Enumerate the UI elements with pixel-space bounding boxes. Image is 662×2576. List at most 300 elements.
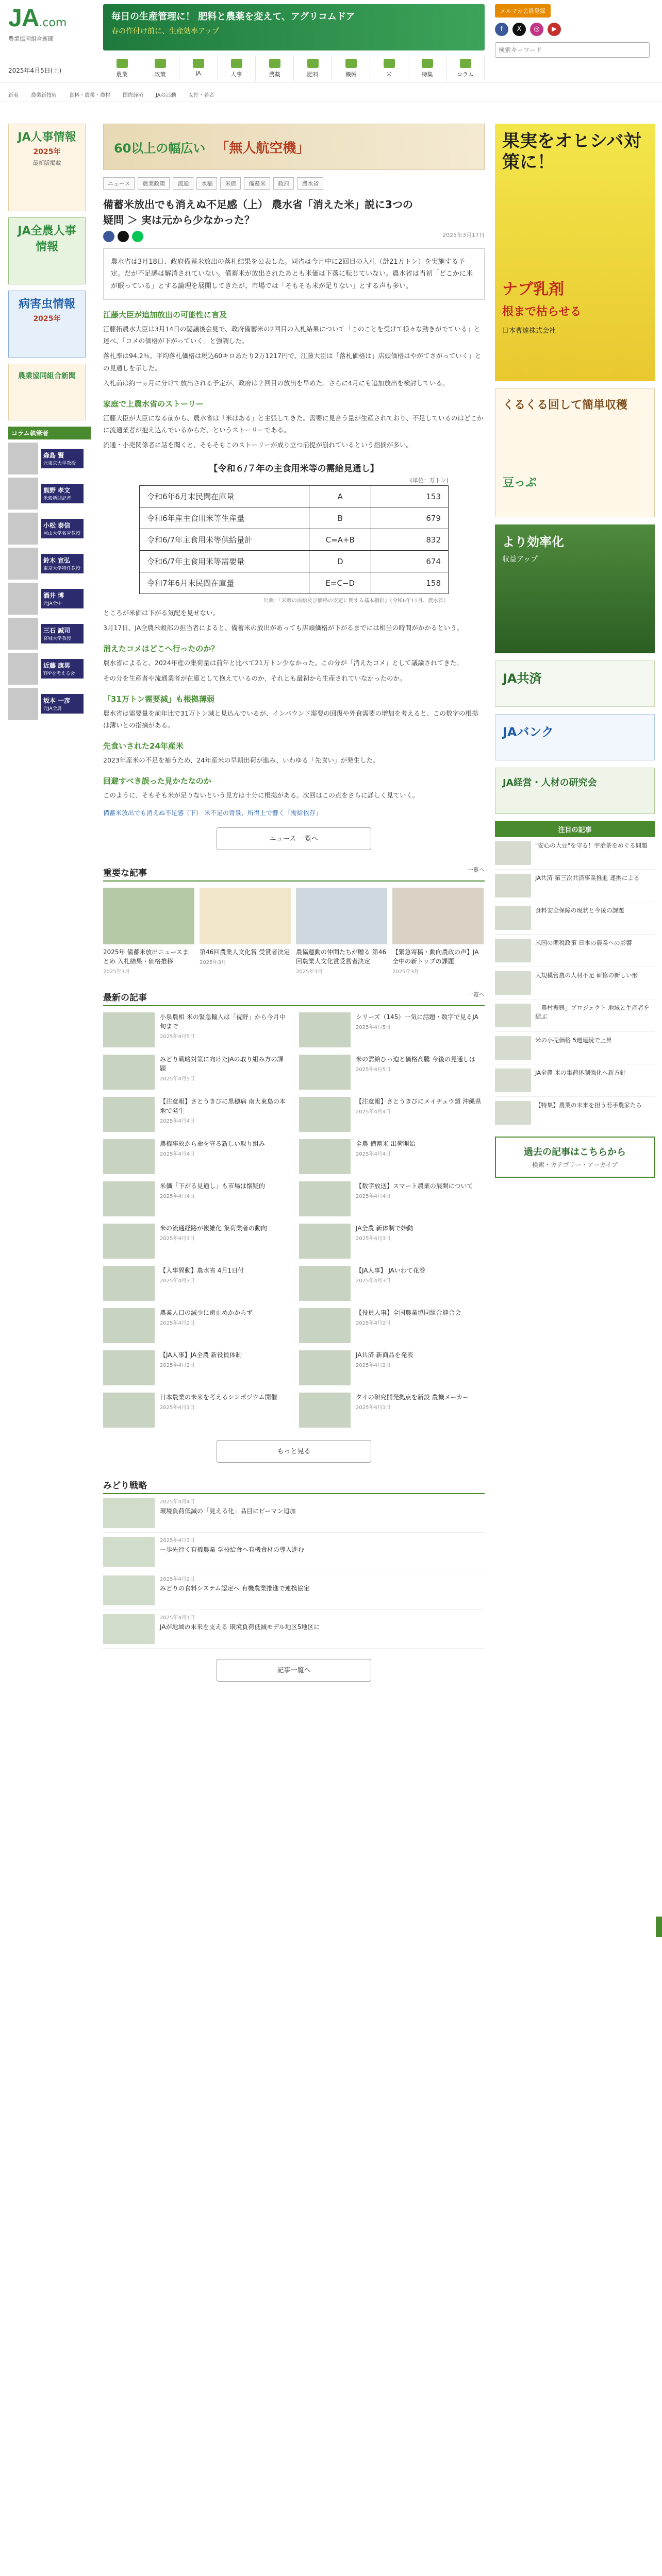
site-logo[interactable] bbox=[8, 4, 75, 61]
green-date: 2025年4月1日 bbox=[160, 1615, 195, 1621]
row-label: 令和6年産主食用米等生産量 bbox=[140, 507, 309, 529]
sub-nav bbox=[0, 91, 662, 102]
latest-text bbox=[160, 1224, 267, 1261]
logo-text: JA bbox=[8, 5, 39, 32]
card-image bbox=[392, 888, 484, 944]
latest-text bbox=[160, 1266, 244, 1303]
green-text bbox=[160, 1575, 310, 1605]
ja-personnel-ad[interactable] bbox=[8, 124, 86, 211]
article-title: 備蓄米放出でも消えぬ不足感（上） 農水省「消えた米」説に3つの疑問 ＞ 実は元から少なかった？ bbox=[103, 198, 413, 226]
green-text bbox=[160, 1498, 296, 1528]
latest-more-link[interactable]: 一覧へ bbox=[468, 991, 485, 998]
latest-title: JA共済 新商品を発表 bbox=[356, 1351, 413, 1359]
ad-product: 豆っぷ bbox=[503, 477, 537, 489]
paragraph: 3月17日、JA全農米穀部の担当者によると、備蓄米の放出があっても店頭価格が下がるまでには相当の時間がかかるという。 bbox=[103, 624, 464, 632]
featured-card[interactable] bbox=[296, 888, 387, 975]
card-image bbox=[296, 888, 387, 944]
latest-date: 2025年4月3日 bbox=[356, 1236, 391, 1242]
latest-title: 【注意報】さとうきびに黒穂病 南大東島の本地で発生 bbox=[160, 1098, 286, 1115]
subnav-item[interactable]: 新着 bbox=[8, 93, 19, 98]
ad-text: 「無人航空機」 bbox=[216, 140, 310, 156]
ad-year: 2025年 bbox=[33, 315, 61, 323]
green-thumbnail bbox=[103, 1537, 155, 1567]
columnist[interactable] bbox=[8, 443, 91, 474]
row-code: B bbox=[309, 507, 371, 529]
card-date: 2025年3月 bbox=[392, 969, 419, 975]
nav-icon bbox=[155, 59, 166, 68]
section-heading: 「31万トン需要減」も根拠薄弱 bbox=[103, 694, 214, 704]
nav-label: 肥料 bbox=[307, 71, 319, 78]
latest-date: 2025年4月2日 bbox=[160, 1320, 195, 1327]
latest-thumbnail bbox=[103, 1012, 155, 1047]
latest-date: 2025年4月1日 bbox=[356, 1405, 391, 1411]
latest-date: 2025年4月2日 bbox=[356, 1320, 391, 1327]
latest-title: 小泉農相 米の緊急輸入は「視野」から今月中旬まで bbox=[160, 1013, 286, 1030]
columnist-name: 鈴木 宣弘 bbox=[43, 557, 71, 564]
featured-card[interactable] bbox=[103, 888, 194, 975]
avatar bbox=[8, 548, 38, 580]
green-thumbnail bbox=[103, 1614, 155, 1644]
tag-list bbox=[103, 177, 485, 190]
green-title: 環境負荷低減の「見える化」品目にビーマン追加 bbox=[160, 1507, 296, 1515]
card-date: 2025年3月 bbox=[103, 969, 130, 975]
columnist-role: 元JA全農 bbox=[43, 706, 62, 711]
ranking-item[interactable] bbox=[495, 902, 655, 935]
latest-thumbnail bbox=[103, 1139, 155, 1174]
green-title: みどりの食料システム認定へ 有機農業推進で連携協定 bbox=[160, 1585, 310, 1592]
latest-text bbox=[160, 1308, 253, 1345]
latest-item[interactable] bbox=[103, 1393, 289, 1430]
row-code: D bbox=[309, 551, 371, 572]
nav-label: 政策 bbox=[154, 71, 166, 78]
nav-item[interactable] bbox=[370, 56, 408, 81]
latest-text bbox=[160, 1055, 289, 1092]
archive-banner[interactable] bbox=[495, 1137, 655, 1178]
latest-item[interactable] bbox=[103, 1308, 289, 1345]
paragraph: 2023年産米の不足を補うため、24年産米の早期出荷が進み、いわゆる「先食い」が発生した。 bbox=[103, 756, 379, 764]
row-code: C=A+B bbox=[309, 529, 371, 551]
section-heading: 先食いされた24年産米 bbox=[103, 741, 184, 751]
ad-maker: 日本曹達株式会社 bbox=[502, 327, 556, 335]
latest-title: 農機事故から命を守る新しい取り組み bbox=[160, 1140, 266, 1148]
latest-text bbox=[160, 1139, 265, 1176]
green-item[interactable] bbox=[103, 1533, 485, 1571]
latest-text bbox=[356, 1224, 413, 1261]
latest-item[interactable] bbox=[299, 1055, 485, 1092]
green-item[interactable] bbox=[103, 1494, 485, 1533]
latest-text bbox=[356, 1055, 475, 1092]
page-top-button[interactable] bbox=[656, 1917, 662, 1937]
ranking-item[interactable] bbox=[495, 837, 655, 870]
green-date: 2025年4月4日 bbox=[160, 1499, 195, 1505]
paragraph: 江藤拓農水大臣は3月14日の閣議後会見で、政府備蓄米の2回目の入札結果について「このことを受けて様々な動きがでている」と述べ、「コメの価格が下がっていく」と強調した。 bbox=[103, 325, 481, 345]
ranking-title: 【特集】農業の未来を担う若手農家たち bbox=[535, 1101, 642, 1109]
columnist-role: 元東京大学教授 bbox=[43, 461, 76, 466]
columnist-name: 酒井 博 bbox=[43, 592, 64, 599]
latest-thumbnail bbox=[299, 1266, 351, 1301]
ranking-item[interactable] bbox=[495, 1032, 655, 1064]
avatar bbox=[8, 653, 38, 685]
ranking-title: 大規模営農の人材不足 研修の新しい形 bbox=[535, 972, 638, 979]
latest-title: みどり戦略対策に向けたJAの取り組み方の課題 bbox=[160, 1056, 284, 1073]
row-label: 令和6/7年主食用米等供給量計 bbox=[140, 529, 309, 551]
ranking-title: 注目の記事 bbox=[495, 821, 655, 837]
section-title: 最新の記事 bbox=[103, 993, 147, 1004]
latest-date: 2025年4月4日 bbox=[356, 1194, 391, 1200]
columnist-name: 森島 賢 bbox=[43, 452, 64, 459]
ad-title: より効率化 bbox=[502, 535, 564, 549]
latest-title: 米価「下がる見通し」も市場は懐疑的 bbox=[160, 1182, 266, 1190]
columnist-name: 坂本 一彦 bbox=[43, 697, 71, 704]
latest-item[interactable] bbox=[299, 1012, 485, 1049]
latest-title: 米の流通経路が複雑化 集荷業者の動向 bbox=[160, 1225, 267, 1232]
paragraph: ところが米価は下がる気配を見せない。 bbox=[103, 609, 220, 617]
columnist-role: TPPを考える会 bbox=[43, 671, 75, 676]
left-sidebar bbox=[8, 124, 91, 723]
banner-line-2: 春の作付け前に、生産効率アップ bbox=[111, 27, 220, 36]
article-meta bbox=[103, 231, 485, 242]
latest-date: 2025年4月3日 bbox=[356, 1278, 391, 1284]
row-value: 674 bbox=[371, 551, 449, 572]
ranking-item[interactable] bbox=[495, 870, 655, 902]
youtube-icon[interactable]: ▶ bbox=[548, 23, 561, 36]
global-nav bbox=[103, 56, 485, 81]
ad-title: 果実をオヒシバ対策に！ bbox=[502, 131, 641, 173]
latest-item[interactable] bbox=[103, 1181, 289, 1218]
card-title: 【緊急寄稿・動向農政の声】JA全中の新トップの課題 bbox=[392, 948, 479, 965]
row-value: 679 bbox=[371, 507, 449, 529]
subnav-item[interactable]: 食料・農業・農村 bbox=[69, 93, 110, 98]
avatar bbox=[8, 618, 38, 650]
tag[interactable]: 政府 bbox=[273, 177, 294, 190]
table-row bbox=[140, 486, 449, 507]
nav-item[interactable] bbox=[332, 56, 370, 81]
columnist[interactable] bbox=[8, 583, 91, 615]
nav-icon bbox=[307, 59, 319, 68]
latest-thumbnail bbox=[103, 1266, 155, 1301]
ad-title: 病害虫情報 bbox=[18, 298, 75, 311]
latest-text bbox=[160, 1097, 289, 1134]
nav-icon bbox=[460, 59, 471, 68]
ranking-item[interactable] bbox=[495, 967, 655, 999]
latest-date: 2025年4月4日 bbox=[356, 1151, 391, 1158]
tag[interactable]: 流通 bbox=[173, 177, 193, 190]
tag[interactable]: 備蓄米 bbox=[244, 177, 270, 190]
ranking-item[interactable] bbox=[495, 1064, 655, 1097]
latest-text bbox=[160, 1393, 277, 1430]
latest-text bbox=[356, 1393, 469, 1430]
green-text bbox=[160, 1614, 320, 1644]
table-row bbox=[140, 572, 449, 594]
featured-card[interactable] bbox=[392, 888, 484, 975]
nav-label: JA bbox=[195, 70, 201, 77]
latest-thumbnail bbox=[299, 1308, 351, 1343]
featured-more-link[interactable]: 一覧へ bbox=[468, 867, 485, 874]
ad-title: JA人事情報 bbox=[18, 131, 76, 144]
columnist-role: 東京大学特任教授 bbox=[43, 566, 81, 571]
latest-thumbnail bbox=[299, 1350, 351, 1385]
supply-demand-table bbox=[139, 485, 449, 594]
nav-label: 特集 bbox=[421, 71, 433, 78]
tag[interactable]: 農業政策 bbox=[138, 177, 170, 190]
card-title: 2025年 備蓄米放出ニュースまとめ 入札結果・価格推移 bbox=[103, 948, 189, 965]
latest-thumbnail bbox=[299, 1055, 351, 1090]
latest-item[interactable] bbox=[103, 1012, 289, 1049]
paragraph: このように、そもそも米が足りないという見方は十分に根拠がある。次回はこの点をさらに詳しく見ていく。 bbox=[103, 791, 419, 800]
latest-date: 2025年4月4日 bbox=[160, 1151, 195, 1158]
latest-thumbnail bbox=[299, 1097, 351, 1132]
ja-kyosai-banner[interactable]: JA共済 bbox=[495, 660, 655, 707]
section-heading: 回避すべき誤った見かたなのか bbox=[103, 776, 211, 786]
avatar bbox=[8, 583, 38, 615]
paragraph: 江藤大臣が大臣になる前から、農水省は「米はある」と主張してきた。需要に見合う量が生産されており、不足しているのはどこかに流通業者が抱え込んでいるからだ、というストーリーである。 bbox=[103, 414, 484, 434]
latest-item[interactable] bbox=[103, 1139, 289, 1176]
latest-title: タイの研究開発拠点を新設 農機メーカー bbox=[356, 1394, 469, 1401]
tag[interactable]: 水稲 bbox=[196, 177, 217, 190]
subnav-item[interactable]: JAの活動 bbox=[156, 93, 176, 98]
latest-thumbnail bbox=[103, 1181, 155, 1216]
subnav-item[interactable]: 国際経済 bbox=[123, 93, 143, 98]
table-title: 【令和６/７年の主食用米等の需給見通し】 bbox=[209, 464, 379, 474]
latest-item[interactable] bbox=[299, 1393, 485, 1430]
card-image bbox=[103, 888, 194, 944]
columnist-name: 熊野 孝文 bbox=[43, 487, 71, 494]
x-icon[interactable]: X bbox=[512, 23, 526, 36]
row-value: 153 bbox=[371, 486, 449, 507]
latest-thumbnail bbox=[103, 1224, 155, 1259]
paragraph: その分を生産者や流通業者が在庫として抱えているのか、それとも最初から生産されていなかったのか。 bbox=[103, 674, 406, 682]
news-list-button[interactable]: ニュース 一覧へ bbox=[217, 827, 371, 850]
latest-date: 2025年4月5日 bbox=[160, 1034, 195, 1040]
green-thumbnail bbox=[103, 1498, 155, 1528]
search-input[interactable] bbox=[495, 42, 650, 58]
share-buttons bbox=[103, 231, 143, 242]
nav-label: 人事 bbox=[230, 71, 242, 78]
latest-text bbox=[356, 1308, 461, 1345]
green-thumbnail bbox=[103, 1575, 155, 1605]
row-code: A bbox=[309, 486, 371, 507]
nav-icon bbox=[345, 59, 357, 68]
section-heading: 消えたコメはどこへ行ったのか？ bbox=[103, 644, 219, 654]
latest-item[interactable] bbox=[103, 1350, 289, 1387]
subnav-item[interactable]: 女性・若者 bbox=[188, 93, 214, 98]
nav-item[interactable] bbox=[218, 56, 256, 81]
latest-text bbox=[160, 1012, 289, 1049]
nav-label: 機械 bbox=[345, 71, 357, 78]
newsletter-button[interactable]: メルマガ会員登録 bbox=[495, 4, 551, 18]
paragraph: 農水省によると、2024年産の集荷量は前年と比べて21万トン少なかった。この分が「消えたコメ」として議論されてきた。 bbox=[103, 659, 463, 667]
facebook-share-icon[interactable] bbox=[103, 231, 114, 242]
columnist[interactable] bbox=[8, 653, 91, 685]
columnist-name: 近藤 康男 bbox=[43, 662, 71, 669]
nav-item[interactable] bbox=[141, 56, 179, 81]
banner-line-1: 毎日の生産管理に！ 肥料と農薬を変えて、アグリコムドア bbox=[111, 11, 355, 22]
columnist-name: 三石 誠司 bbox=[43, 627, 71, 634]
logo-subtitle: 農業協同組合新聞 bbox=[8, 36, 54, 42]
card-title: 農協運動の仲間たちが贈る 第46回農業人文化賞受賞者決定 bbox=[296, 948, 387, 965]
ranking-title: 米の小売価格 5週連続で上昇 bbox=[535, 1037, 612, 1044]
latest-date: 2025年4月2日 bbox=[356, 1363, 391, 1369]
ja-bank-banner[interactable]: JAバンク bbox=[495, 714, 655, 760]
top-banner-ad[interactable] bbox=[103, 4, 485, 50]
section-title: みどり戦略 bbox=[103, 1481, 147, 1492]
green-date: 2025年4月3日 bbox=[160, 1538, 195, 1544]
sns-links bbox=[495, 23, 655, 36]
latest-thumbnail bbox=[103, 1308, 155, 1343]
section-heading: 江藤大臣が追加放出の可能性に言及 bbox=[103, 310, 227, 320]
latest-header bbox=[103, 990, 485, 1006]
tag[interactable]: ニュース bbox=[103, 177, 135, 190]
green-header bbox=[103, 1478, 485, 1494]
ad-product: ナブ乳剤 bbox=[502, 280, 564, 298]
table-row bbox=[140, 551, 449, 572]
latest-item[interactable] bbox=[299, 1266, 485, 1303]
zennoh-personnel-ad[interactable] bbox=[8, 217, 86, 284]
ranking-thumbnail bbox=[495, 1069, 531, 1092]
newspaper-ad[interactable] bbox=[8, 364, 86, 420]
green-item[interactable] bbox=[103, 1571, 485, 1610]
latest-title: 米の需給ひっ迫と価格高騰 今後の見通しは bbox=[356, 1056, 475, 1063]
latest-thumbnail bbox=[103, 1055, 155, 1090]
columnist[interactable] bbox=[8, 513, 91, 545]
efficiency-ad[interactable] bbox=[495, 524, 655, 653]
ad-note: 最新版掲載 bbox=[32, 160, 61, 166]
ranking-title: 「農村振興」プロジェクト 地域と生産者を結ぶ bbox=[535, 1004, 650, 1021]
table-row bbox=[140, 529, 449, 551]
ranking-title: JA全農 米の集荷体制強化へ新方針 bbox=[535, 1069, 626, 1076]
line-share-icon[interactable] bbox=[132, 231, 143, 242]
latest-item[interactable] bbox=[299, 1350, 485, 1387]
nav-item[interactable] bbox=[256, 56, 294, 81]
latest-item[interactable] bbox=[103, 1224, 289, 1261]
avatar bbox=[8, 478, 38, 510]
nav-item[interactable] bbox=[294, 56, 332, 81]
latest-more-button[interactable]: もっと見る bbox=[217, 1440, 371, 1463]
latest-title: 【注意報】さとうきびにメイチュウ類 沖縄県 bbox=[356, 1098, 482, 1106]
green-list bbox=[103, 1494, 485, 1649]
columnist[interactable] bbox=[8, 548, 91, 580]
latest-title: 【JA人事】 JAいわて花巻 bbox=[356, 1267, 425, 1275]
latest-date: 2025年4月2日 bbox=[160, 1363, 195, 1369]
latest-item[interactable] bbox=[299, 1224, 485, 1261]
latest-item[interactable] bbox=[299, 1308, 485, 1345]
columnist-role: 宮城大学教授 bbox=[43, 636, 72, 641]
columnist[interactable] bbox=[8, 688, 91, 720]
facebook-icon[interactable]: f bbox=[495, 23, 508, 36]
tag[interactable]: 米価 bbox=[220, 177, 241, 190]
subnav-item[interactable]: 農業新技術 bbox=[31, 93, 57, 98]
green-item[interactable] bbox=[103, 1610, 485, 1649]
section-title: 重要な記事 bbox=[103, 868, 147, 879]
ranking-item[interactable] bbox=[495, 999, 655, 1032]
columnist-name: 小松 泰信 bbox=[43, 522, 71, 529]
latest-thumbnail bbox=[103, 1097, 155, 1132]
ad-title: 農業協同組合新聞 bbox=[18, 372, 76, 380]
x-share-icon[interactable] bbox=[118, 231, 129, 242]
columnist-role: 岡山大学名誉教授 bbox=[43, 531, 81, 536]
pest-info-ad[interactable] bbox=[8, 291, 86, 358]
nav-icon bbox=[117, 59, 128, 68]
paragraph: 入札前は約一ヵ月に分けて放出される予定が、政府は２回目の放出を早めた。さらに4月にも追加放出を検討している。 bbox=[103, 379, 449, 387]
nav-icon bbox=[193, 59, 204, 68]
latest-date: 2025年4月4日 bbox=[160, 1118, 195, 1125]
latest-item[interactable] bbox=[103, 1097, 289, 1134]
latest-date: 2025年4月5日 bbox=[160, 1076, 195, 1082]
latest-item[interactable] bbox=[299, 1139, 485, 1176]
latest-item[interactable] bbox=[299, 1097, 485, 1134]
featured-list bbox=[103, 888, 485, 975]
latest-item[interactable] bbox=[103, 1266, 289, 1303]
related-article-link[interactable]: 備蓄米放出でも消えぬ不足感（下） 米不足の背景、所得上で響く「需給依存」 bbox=[103, 809, 322, 817]
ad-text: 60以上の幅広い bbox=[114, 141, 206, 156]
featured-header bbox=[103, 866, 485, 882]
latest-thumbnail bbox=[299, 1393, 351, 1428]
nav-icon bbox=[231, 59, 242, 68]
nav-item[interactable] bbox=[179, 56, 218, 81]
latest-date: 2025年4月4日 bbox=[160, 1194, 195, 1200]
columnist[interactable] bbox=[8, 478, 91, 510]
columnist[interactable] bbox=[8, 618, 91, 650]
ranking-item[interactable] bbox=[495, 935, 655, 967]
latest-date: 2025年4月3日 bbox=[160, 1236, 195, 1242]
row-value: 158 bbox=[371, 572, 449, 594]
tag[interactable]: 農水省 bbox=[297, 177, 323, 190]
green-more-button[interactable]: 記事一覧へ bbox=[217, 1659, 371, 1682]
latest-title: 【人事異動】農水省 4月1日付 bbox=[160, 1267, 244, 1275]
ranking-title: 米国の関税政策 日本の農業への影響 bbox=[535, 939, 632, 946]
nav-item[interactable] bbox=[446, 56, 485, 81]
right-sidebar bbox=[495, 124, 655, 1178]
mame-ad[interactable] bbox=[495, 388, 655, 517]
nabu-ad[interactable] bbox=[495, 124, 655, 381]
green-title: 一歩先行く有機農業 学校給食へ有機食材の導入進む bbox=[160, 1546, 304, 1554]
avatar bbox=[8, 688, 38, 720]
card-date: 2025年3月 bbox=[296, 969, 323, 975]
ad-title: JA全農人事情報 bbox=[18, 225, 76, 253]
latest-item[interactable] bbox=[103, 1055, 289, 1092]
latest-text bbox=[160, 1181, 265, 1218]
latest-title: 農業人口の減少に歯止めかからず bbox=[160, 1309, 253, 1317]
latest-thumbnail bbox=[299, 1139, 351, 1174]
card-image bbox=[200, 888, 291, 944]
ranking-thumbnail bbox=[495, 906, 531, 930]
featured-card[interactable] bbox=[200, 888, 291, 975]
ranking-item[interactable] bbox=[495, 1097, 655, 1129]
table-row bbox=[140, 507, 449, 529]
latest-text bbox=[356, 1139, 416, 1176]
latest-title: 全農 備蓄米 出荷開始 bbox=[356, 1140, 416, 1148]
ad-title: くるくる回して簡単収穫 bbox=[503, 399, 628, 412]
ranking-thumbnail bbox=[495, 1101, 531, 1125]
avatar bbox=[8, 513, 38, 545]
nav-label: コラム bbox=[457, 71, 474, 78]
ranking-thumbnail bbox=[495, 874, 531, 897]
article-date: 2025年3月17日 bbox=[442, 232, 485, 239]
latest-item[interactable] bbox=[299, 1181, 485, 1218]
drone-ad[interactable] bbox=[103, 124, 485, 170]
latest-title: JA全農 新体制で始動 bbox=[356, 1225, 413, 1232]
ad-sub: 収益アップ bbox=[502, 555, 538, 564]
logo-suffix: .com bbox=[39, 16, 67, 29]
nav-item[interactable] bbox=[408, 56, 446, 81]
ranking-thumbnail bbox=[495, 1036, 531, 1060]
ranking-title: 食料安全保障の現状と今後の課題 bbox=[535, 907, 624, 914]
nav-item[interactable] bbox=[103, 56, 141, 81]
latest-title: シリーズ（145）一気に話題・数字で見るJA bbox=[356, 1013, 478, 1021]
section-heading: 家庭で上農水省のストーリー bbox=[103, 399, 204, 409]
ja-management-banner[interactable]: JA経営・人材の研究会 bbox=[495, 768, 655, 814]
instagram-icon[interactable]: ◎ bbox=[530, 23, 543, 36]
